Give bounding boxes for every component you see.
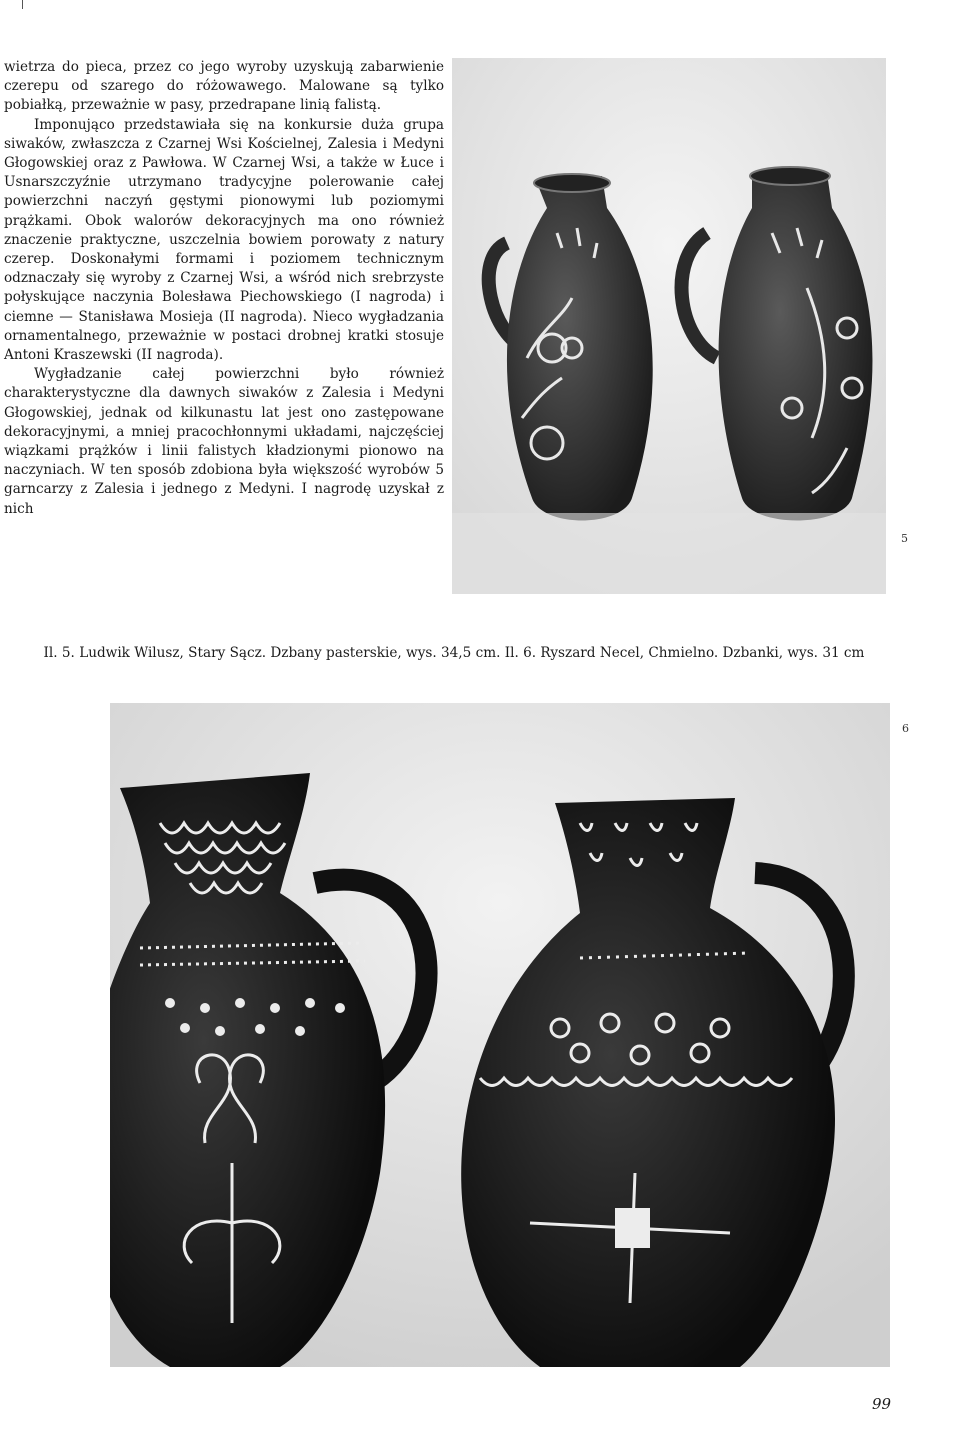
figure-number-6: 6 bbox=[902, 722, 909, 735]
paragraph-2: Imponująco przedstawiała się na konkursie duża grupa siwaków, zwłaszcza z Czarnej Wsi Kościelnej, Zalesia i Medyni Głogowskiej oraz z Pawłowa. W Czarnej Wsi, a także w Łuce i Usnarszczyźnie utrzymano tradycyjne polerowanie całej powierzchni naczyń gęstymi pionowymi lub poziomymi prążkami. Obok walorów dekoracyjnych ma ono również znaczenie praktyczne, uszczelnia bowiem porowaty z natury czerep. Doskonałymi formami i poziomem technicznym odznaczały się wyroby z Czarnej Wsi, a wśród nich srebrzyste połyskujące naczynia Bolesława Piechowskiego (I nagroda) i ciemne — Stanisława Mosieja (II nagroda). Nieco wygładzania ornamentalnego, przeważnie w postaci drobnej kratki stosuje Antoni Kraszewski (II nagroda). bbox=[4, 116, 444, 364]
photo-jugs-il5 bbox=[452, 58, 886, 594]
photo-jugs-il5-image bbox=[452, 58, 886, 594]
figure-number-5: 5 bbox=[901, 532, 908, 545]
page-number: 99 bbox=[872, 1395, 892, 1413]
crop-mark bbox=[22, 0, 23, 9]
figure-caption: Il. 5. Ludwik Wilusz, Stary Sącz. Dzbany pasterskie, wys. 34,5 cm. Il. 6. Ryszard Necel, Chmielno. Dzbanki, wys. 31 cm bbox=[43, 645, 865, 661]
photo-jugs-il6-image bbox=[110, 703, 890, 1367]
photo-jugs-il6 bbox=[110, 703, 890, 1367]
body-text-column bbox=[4, 58, 444, 519]
paragraph-1: wietrza do pieca, przez co jego wyroby uzyskują zabarwienie czerepu od szarego do różowawego. Malowane są tylko pobiałką, przeważnie w pasy, przedrapane linią falistą. bbox=[4, 59, 444, 114]
paragraph-3: Wygładzanie całej powierzchni było również charakterystyczne dla dawnych siwaków z Zalesia i Medyni Głogowskiej, jednak od kilkunastu lat jest ono zastępowane dekoracyjnymi, a mniej pracochłonnymi układami, najczęściej wiązkami prążków i linii falistych kładzionymi pionowo na naczyniach. W ten sposób zdobiona była większość wyrobów 5 garncarzy z Zalesia i jednego z Medyni. I nagrodę uzyskał z nich bbox=[4, 366, 444, 517]
